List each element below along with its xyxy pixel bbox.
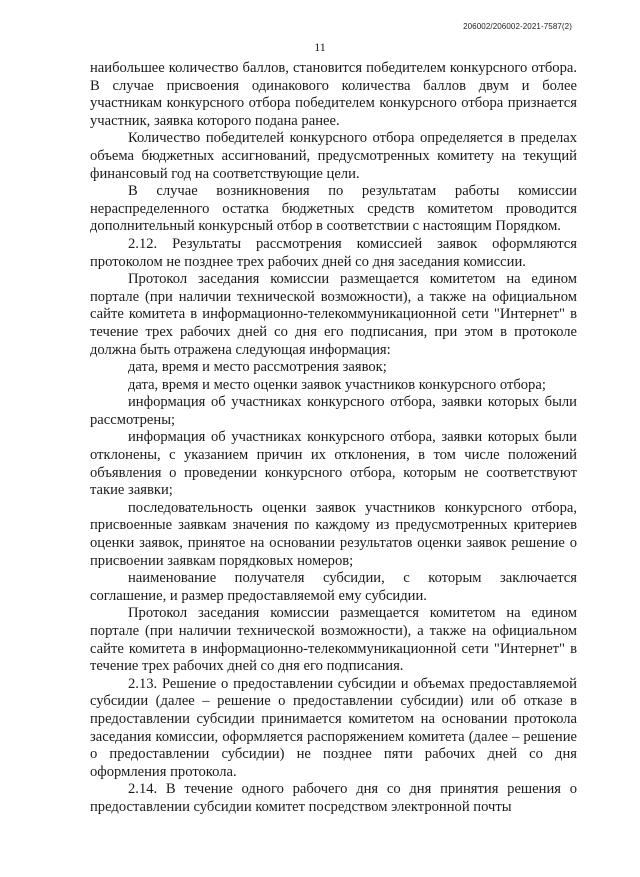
paragraph: Протокол заседания комиссии размещается комитетом на едином портале (при наличии технической возможности), а также на официальном сайте комитета в информационно-телекоммуникационной сети "Интернет" в течение трех рабочих дней со дня его подписания, при этом в протоколе должна быть отражена следующая информация: bbox=[90, 271, 577, 358]
page-number: 11 bbox=[314, 40, 326, 54]
document-body bbox=[90, 60, 577, 817]
paragraph: 2.14. В течение одного рабочего дня со дня принятия решения о предоставлении субсидии комитет посредством электронной почты bbox=[90, 781, 577, 815]
paragraph: Количество победителей конкурсного отбора определяется в пределах объема бюджетных ассигнований, предусмотренных комитету на текущий финансовый год на соответствующие цели. bbox=[90, 130, 577, 182]
paragraph: В случае возникновения по результатам работы комиссии нераспределенного остатка бюджетных средств комитетом проводится дополнительный конкурсный отбор в соответствии с настоящим Порядком. bbox=[90, 183, 577, 235]
list-item: наименование получателя субсидии, с которым заключается соглашение, и размер предоставляемой ему субсидии. bbox=[90, 570, 577, 604]
paragraph: Протокол заседания комиссии размещается комитетом на едином портале (при наличии технической возможности), а также на официальном сайте комитета в информационно-телекоммуникационной сети "Интернет" в течение трех рабочих дней со дня его подписания. bbox=[90, 605, 577, 675]
list-item: последовательность оценки заявок участников конкурсного отбора, присвоенные заявкам значения по каждому из предусмотренных критериев оценки заявок, принятое на основании результатов оценки заявок решение о присвоении заявкам порядковых номеров; bbox=[90, 499, 577, 569]
list-item: информация об участниках конкурсного отбора, заявки которых были отклонены, с указанием причин их отклонения, в том числе положений объявления о проведении конкурсного отбора, которым не соответствуют такие заявки; bbox=[90, 429, 577, 499]
list-item: информация об участниках конкурсного отбора, заявки которых были рассмотрены; bbox=[90, 394, 577, 428]
list-item: дата, время и место рассмотрения заявок; bbox=[128, 359, 387, 376]
paragraph: 2.13. Решение о предоставлении субсидии и объемах предоставляемой субсидии (далее – решение о предоставлении субсидии) или об отказе в предоставлении субсидии принимается комитетом на основании протокола заседания комиссии, оформляется распоряжением комитета (далее – решение о предоставлении субсидии) не позднее пяти рабочих дней со дня оформления протокола. bbox=[90, 675, 577, 780]
paragraph: наибольшее количество баллов, становится победителем конкурсного отбора. В случае присвоения одинакового количества баллов двум и более участникам конкурсного отбора победителем конкурсного отбора признается участник, заявка которого подана ранее. bbox=[90, 60, 577, 129]
document-id: 206002/206002-2021-7587(2) bbox=[463, 22, 572, 31]
paragraph: 2.12. Результаты рассмотрения комиссией заявок оформляются протоколом не позднее трех рабочих дней со дня заседания комиссии. bbox=[90, 235, 577, 270]
list-item: дата, время и место оценки заявок участников конкурсного отбора; bbox=[128, 376, 546, 393]
